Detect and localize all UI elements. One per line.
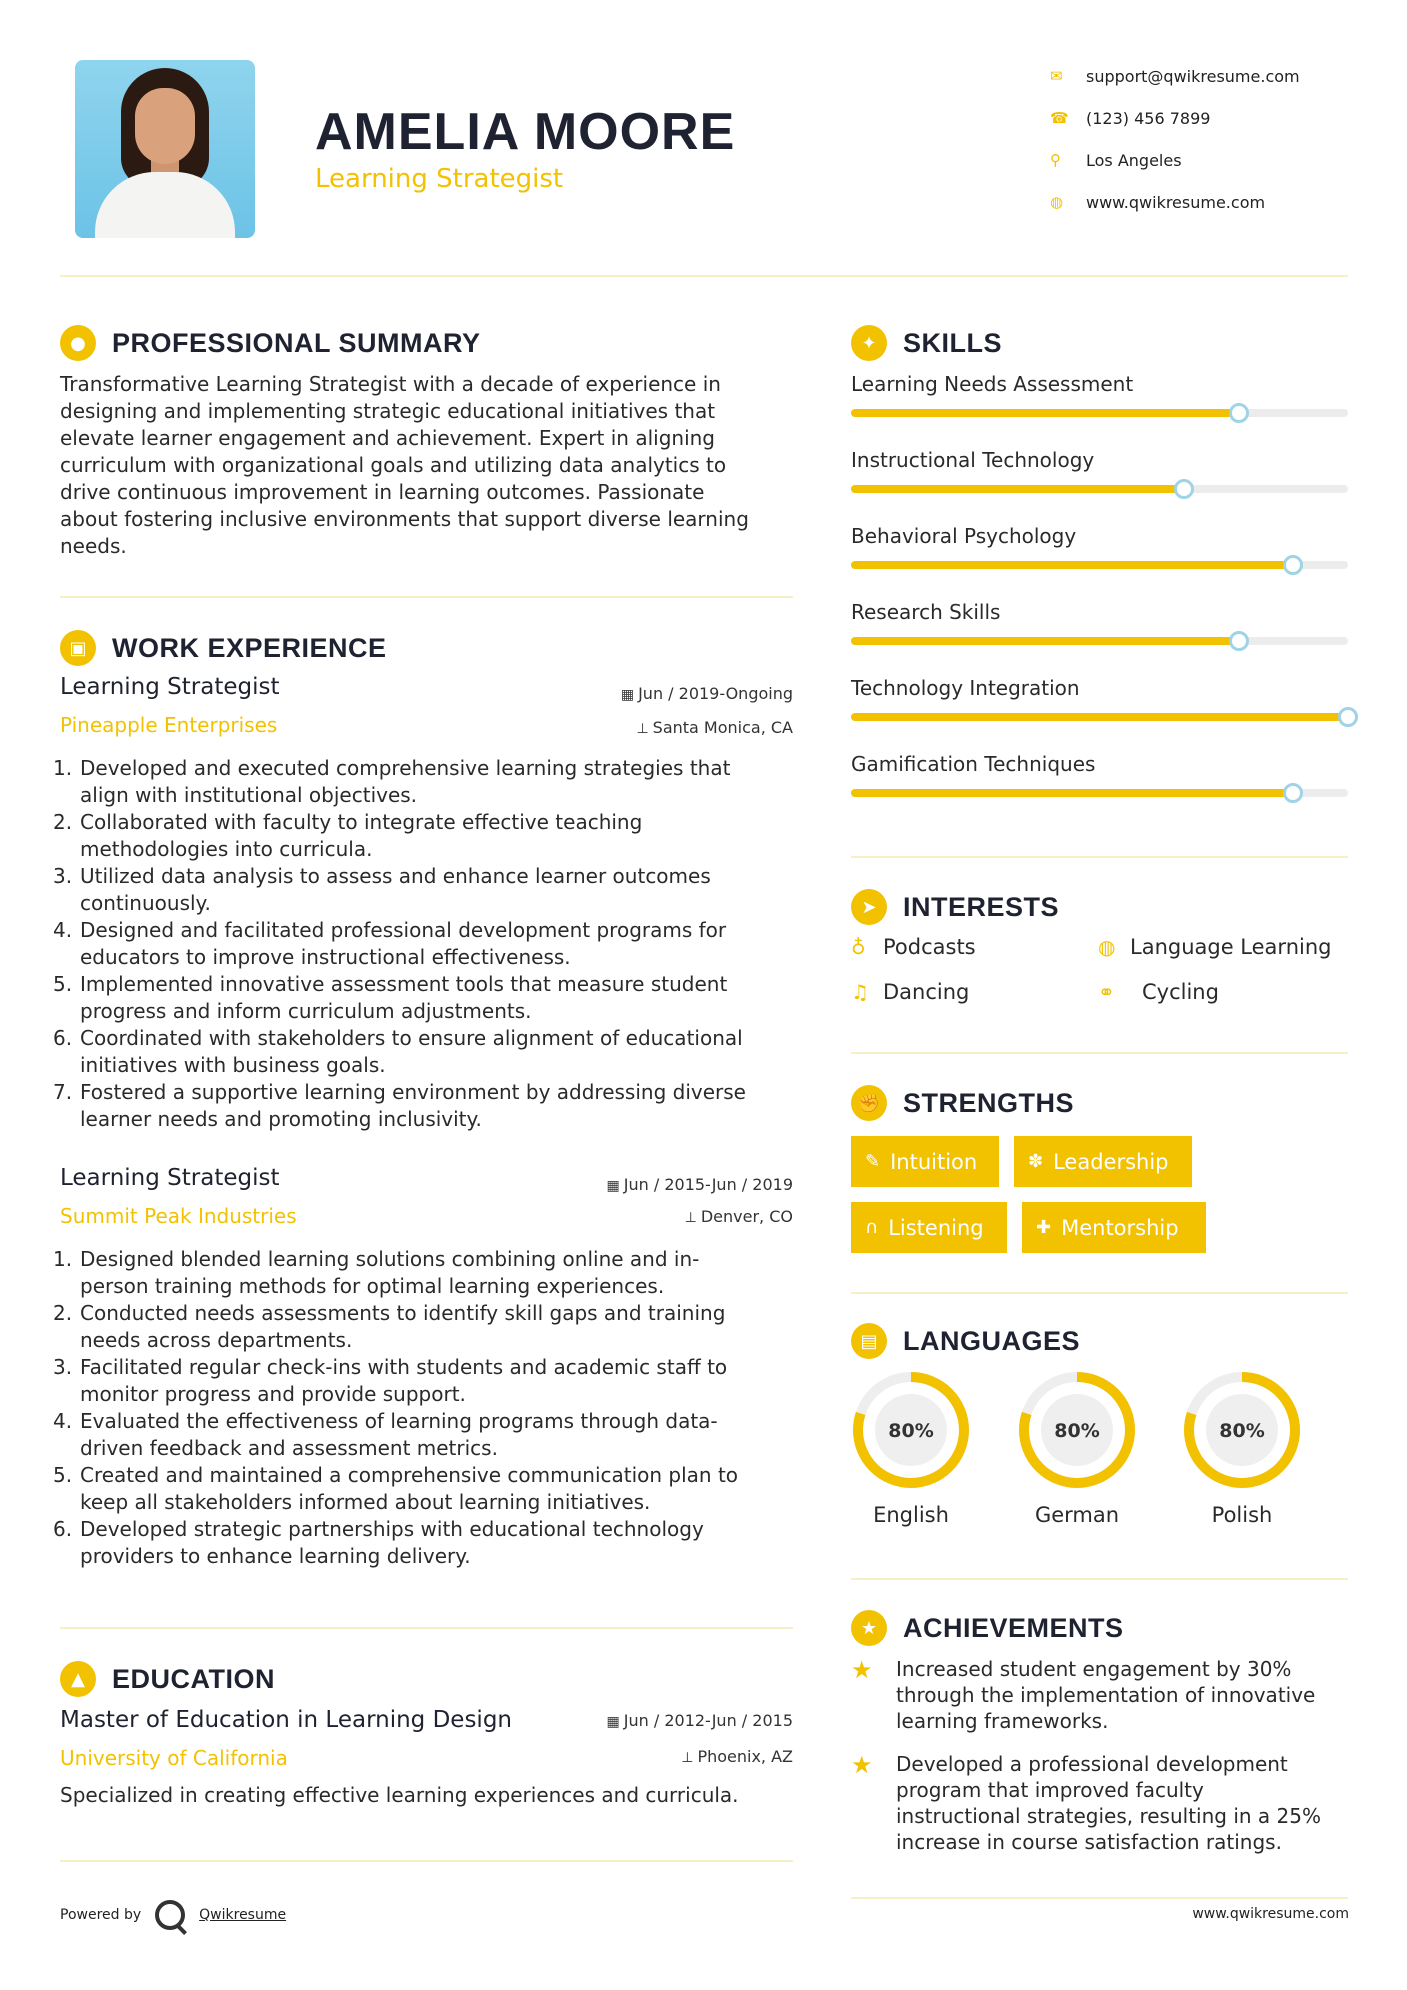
music-note-icon: ♫ (851, 980, 869, 1004)
star-icon: ★ (851, 1751, 873, 1779)
calendar-icon: ▦ (606, 1178, 620, 1194)
strength-chip: ✎ Intuition (851, 1136, 999, 1187)
skill-name: Gamification Techniques (851, 752, 1096, 776)
language-name: Polish (1211, 1503, 1273, 1527)
skill-slider-handle[interactable] (1174, 479, 1194, 499)
list-item: 5. Created and maintained a comprehensive communication plan to keep all stakeholders informed about learning initiatives. (53, 1463, 739, 1514)
briefcase-icon: ▣ (60, 630, 96, 666)
skill-slider-handle[interactable] (1283, 783, 1303, 803)
candidate-role: Learning Strategist (315, 164, 564, 194)
education-description: Specialized in creating effective learning experiences and curricula. (60, 1783, 739, 1807)
language-name: German (1034, 1503, 1120, 1527)
star-icon: ★ (851, 1656, 873, 1684)
skill-slider-handle[interactable] (1229, 403, 1249, 423)
candidate-name: AMELIA MOORE (315, 103, 736, 161)
job-location: ⊥ Denver, CO (684, 1207, 793, 1226)
calendar-icon: ▦ (606, 1714, 620, 1730)
skill-name: Instructional Technology (851, 448, 1095, 472)
list-item: 1. Designed blended learning solutions combining online and in- person training methods for optimal learning experiences. (53, 1247, 700, 1298)
skills-heading (851, 325, 1002, 361)
language-icon: ▤ (851, 1323, 887, 1359)
summary-title: PROFESSIONAL SUMMARY (112, 327, 481, 358)
education-heading (60, 1661, 275, 1697)
phone-icon: ☎ (1050, 109, 1069, 127)
envelope-icon: ✉ (1050, 67, 1063, 85)
skill-bar (851, 409, 1348, 417)
list-item: 5. Implemented innovative assessment tools that measure student progress and inform curriculum adjustments. (53, 972, 728, 1023)
list-item: 6. Coordinated with stakeholders to ensure alignment of educational initiatives with business goals. (53, 1026, 743, 1077)
skill-name: Behavioral Psychology (851, 524, 1077, 548)
skill-bar (851, 561, 1348, 569)
language-gauge (1016, 1369, 1138, 1491)
list-item: 3. Utilized data analysis to assess and enhance learner outcomes continuously. (53, 864, 711, 915)
skill-name: Technology Integration (851, 676, 1080, 700)
strengths-divider (851, 1292, 1348, 1294)
fist-icon: ✊ (851, 1085, 887, 1121)
skill-5 (851, 676, 1348, 700)
achievements-divider (851, 1897, 1348, 1899)
strength-chip: ✚ Mentorship (1022, 1202, 1206, 1253)
user-icon: ● (60, 325, 96, 361)
languages-title: LANGUAGES (903, 1325, 1081, 1356)
interest-item: ⚭ Cycling (1098, 980, 1219, 1004)
qwikresume-link[interactable]: Qwikresume (199, 1907, 287, 1923)
skill-3 (851, 524, 1348, 548)
language-percent: 80% (1054, 1420, 1100, 1442)
interests-divider (851, 1052, 1348, 1054)
user-plus-icon: ✚ (1036, 1217, 1052, 1238)
summary-heading (60, 325, 481, 361)
languages-divider (851, 1578, 1348, 1580)
skills-divider (851, 856, 1348, 858)
list-item: 2. Collaborated with faculty to integrate effective teaching methodologies into curricula. (53, 810, 643, 861)
work-divider (60, 1627, 793, 1629)
star-icon: ★ (851, 1610, 887, 1646)
graduation-icon: ▲ (60, 1661, 96, 1697)
list-item: 7. Fostered a supportive learning environment by addressing diverse learner needs and promoting inclusivity. (53, 1080, 746, 1131)
contact-list (1050, 55, 1300, 223)
job-company: Pineapple Enterprises (60, 713, 278, 737)
skill-bar (851, 637, 1348, 645)
achievement-item: ★ Increased student engagement by 30% through the implementation of innovative learning frameworks. (851, 1656, 1316, 1733)
language-item (1181, 1369, 1303, 1527)
education-dates: ▦ Jun / 2012-Jun / 2015 (606, 1711, 793, 1730)
interests-heading (851, 889, 1059, 925)
profile-photo (75, 60, 255, 238)
education-location: ⊥ Phoenix, AZ (681, 1747, 793, 1766)
language-gauge (1181, 1369, 1303, 1491)
paper-plane-icon: ➤ (851, 889, 887, 925)
list-item: 4. Evaluated the effectiveness of learning programs through data- driven feedback and assessment metrics. (53, 1409, 718, 1460)
globe-icon: ◍ (1098, 935, 1116, 959)
magic-wand-icon: ✎ (865, 1151, 881, 1172)
list-item: 4. Designed and facilitated professional development programs for educators to improve instructional effectiveness. (53, 918, 727, 969)
qwikresume-logo-icon (155, 1900, 185, 1930)
skill-slider-handle[interactable] (1338, 707, 1358, 727)
job-title: Learning Strategist (60, 674, 280, 700)
contact-email (1050, 55, 1300, 97)
users-icon: ✽ (1028, 1151, 1044, 1172)
job-company: Summit Peak Industries (60, 1204, 297, 1228)
languages-heading (851, 1323, 1080, 1359)
calendar-icon: ▦ (620, 687, 635, 703)
summary-text: Transformative Learning Strategist with a decade of experience in designing and implementing strategic educational initiatives that elevate learner engagement and achievement. Expert in aligning curriculum with organizational goals and utilizing data analytics to drive continuous improvement in learning outcomes. Passionate about fostering inclusive environments that support diverse learning needs. (60, 372, 749, 558)
language-percent: 80% (1219, 1420, 1265, 1442)
strengths-heading (851, 1085, 1074, 1121)
skills-title: SKILLS (903, 327, 1003, 358)
job-2 (53, 1165, 793, 1585)
skill-slider-handle[interactable] (1283, 555, 1303, 575)
interest-item: ♁ Podcasts (851, 935, 976, 959)
language-percent: 80% (888, 1420, 934, 1442)
education-title: EDUCATION (112, 1663, 275, 1694)
language-item (850, 1369, 972, 1527)
work-title: WORK EXPERIENCE (112, 632, 387, 663)
microphone-icon: ♁ (851, 935, 866, 959)
footer-powered-by (60, 1900, 286, 1930)
skill-1 (851, 372, 1348, 396)
strengths-title: STRENGTHS (903, 1087, 1075, 1118)
pin-icon: ⊥ (681, 1750, 694, 1766)
globe-icon: ◍ (1050, 193, 1064, 211)
powered-by-text: Powered by (60, 1907, 142, 1923)
list-item: 6. Developed strategic partnerships with educational technology providers to enhance learning delivery. (53, 1517, 704, 1568)
education-divider (60, 1860, 793, 1862)
interests-title: INTERESTS (903, 891, 1060, 922)
skill-6 (851, 752, 1348, 776)
skill-4 (851, 600, 1348, 624)
skill-bar (851, 789, 1348, 797)
job-dates: ▦ Jun / 2019-Ongoing (620, 684, 793, 703)
contact-website-text[interactable]: www.qwikresume.com (1086, 192, 1266, 212)
contact-website (1050, 181, 1300, 223)
school-name: University of California (60, 1746, 288, 1770)
achievements-title: ACHIEVEMENTS (903, 1612, 1124, 1643)
contact-location (1050, 139, 1300, 181)
language-gauge (850, 1369, 972, 1491)
job-title: Learning Strategist (60, 1165, 280, 1191)
pin-icon: ⊥ (684, 1210, 697, 1226)
job-dates: ▦ Jun / 2015-Jun / 2019 (606, 1175, 793, 1194)
language-name: English (873, 1503, 949, 1527)
list-item: 3. Facilitated regular check-ins with students and academic staff to monitor progress and provide support. (53, 1355, 728, 1406)
job-location: ⊥ Santa Monica, CA (636, 718, 793, 737)
achievements-heading (851, 1610, 1124, 1646)
job-bullets (53, 1246, 793, 1570)
list-item: 1. Developed and executed comprehensive learning strategies that align with institutional objectives. (53, 756, 731, 807)
language-item (1016, 1369, 1138, 1527)
job-bullets (53, 755, 793, 1133)
header-divider (60, 275, 1348, 277)
pin-icon: ⊥ (636, 721, 649, 737)
headphones-icon: ∩ (865, 1217, 879, 1238)
skill-bar (851, 485, 1348, 493)
bicycle-icon: ⚭ (1098, 980, 1115, 1004)
strength-chip: ✽ Leadership (1014, 1136, 1192, 1187)
contact-phone-text: (123) 456 7899 (1086, 108, 1211, 128)
skill-name: Research Skills (851, 600, 1001, 624)
skill-2 (851, 448, 1348, 472)
location-pin-icon: ⚲ (1050, 151, 1061, 169)
footer-site-link[interactable]: www.qwikresume.com (1192, 1906, 1349, 1922)
contact-location-text: Los Angeles (1086, 150, 1182, 170)
skill-name: Learning Needs Assessment (851, 372, 1134, 396)
education-entry (60, 1707, 793, 1817)
list-item: 2. Conducted needs assessments to identify skill gaps and training needs across departments. (53, 1301, 726, 1352)
contact-phone (1050, 97, 1300, 139)
interest-item: ◍ Language Learning (1098, 935, 1332, 959)
skill-bar (851, 713, 1348, 721)
degree-title: Master of Education in Learning Design (60, 1707, 513, 1733)
strength-chip: ∩ Listening (851, 1202, 1007, 1253)
summary-divider (60, 596, 793, 598)
job-1 (53, 674, 793, 1134)
interest-item: ♫ Dancing (851, 980, 970, 1004)
achievement-item: ★ Developed a professional development program that improved faculty instructional strategies, resulting in a 25% increase in course satisfaction ratings. (851, 1751, 1321, 1854)
contact-email-text[interactable]: support@qwikresume.com (1086, 66, 1300, 86)
work-heading (60, 630, 387, 666)
skill-slider-handle[interactable] (1229, 631, 1249, 651)
lightbulb-icon: ✦ (851, 325, 887, 361)
